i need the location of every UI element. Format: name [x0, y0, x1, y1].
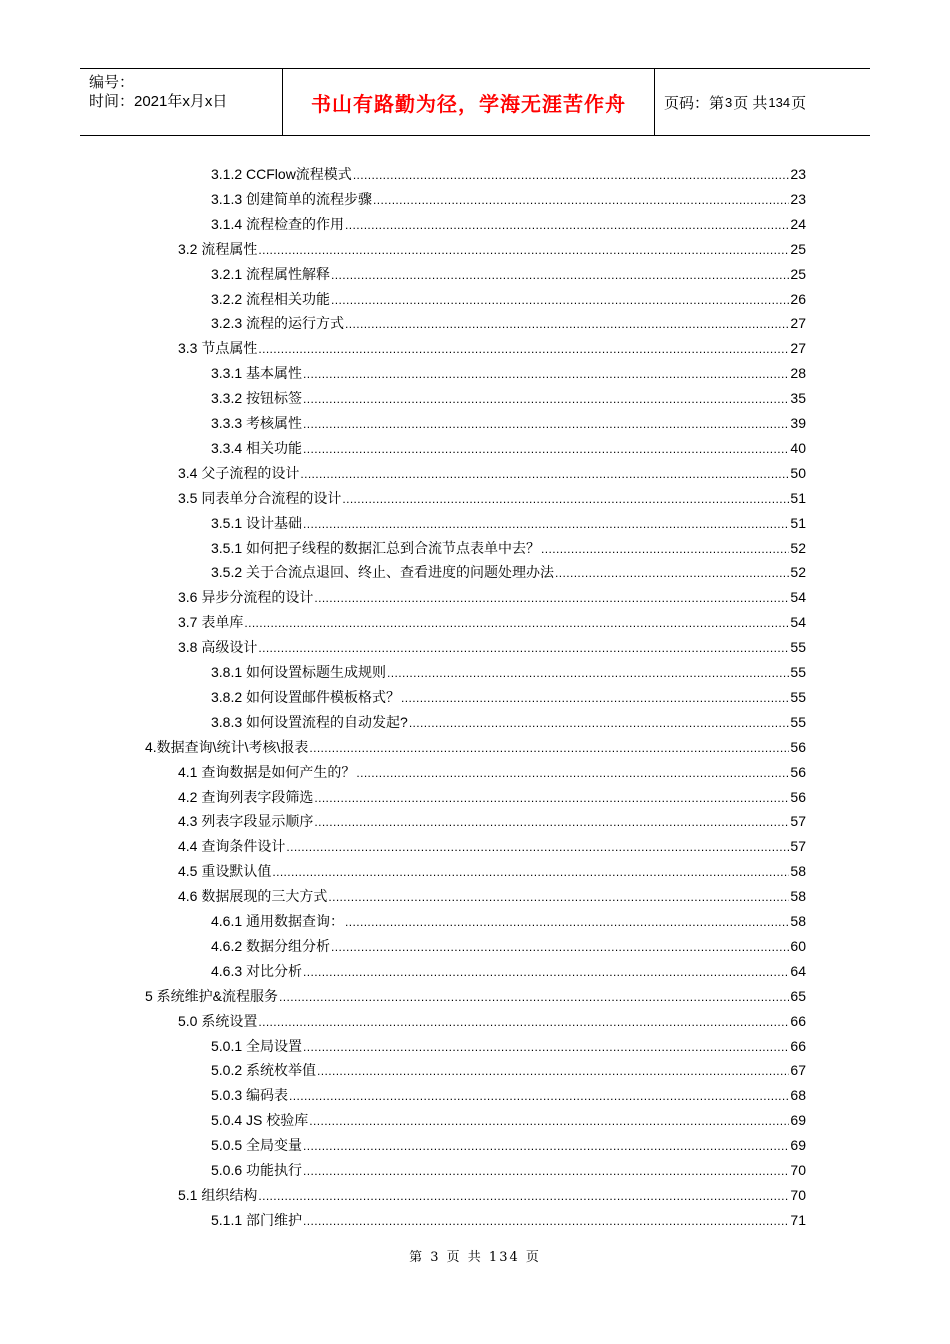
toc-entry[interactable] — [211, 208, 806, 233]
toc-entry-title: 4.数据查询\统计\考核\报表 — [145, 738, 309, 755]
toc-entry-title: 5.1 组织结构 — [178, 1186, 258, 1203]
toc-dot-leader — [555, 563, 789, 581]
toc-entry[interactable] — [211, 283, 806, 308]
toc-entry-title: 5.0.2 系统枚举值 — [211, 1062, 317, 1079]
header-motto: 书山有路勤为径，学海无涯苦作舟 — [311, 91, 626, 116]
toc-entry-page: 25 — [790, 240, 806, 257]
toc-entry[interactable] — [178, 756, 806, 781]
toc-entry-title: 3.8.2 如何设置邮件模板格式？ — [211, 688, 401, 705]
toc-dot-leader — [303, 364, 789, 382]
toc-entry-page: 50 — [790, 464, 806, 481]
toc-entry-title: 3.1.3 创建简单的流程步骤 — [211, 190, 373, 207]
toc-entry[interactable] — [211, 382, 806, 407]
toc-entry[interactable] — [178, 332, 806, 357]
toc-entry[interactable] — [178, 805, 806, 830]
toc-dot-leader — [373, 190, 789, 208]
toc-entry[interactable] — [211, 407, 806, 432]
toc-entry[interactable] — [178, 581, 806, 606]
toc-entry-title: 4.3 列表字段显示顺序 — [178, 813, 314, 830]
toc-dot-leader — [317, 1061, 789, 1079]
toc-entry-title: 3.3.1 基本属性 — [211, 365, 303, 382]
toc-dot-leader — [258, 240, 789, 258]
toc-entry-page: 40 — [790, 439, 806, 456]
toc-dot-leader — [303, 389, 789, 407]
toc-entry[interactable] — [211, 258, 806, 283]
toc-entry-page: 65 — [790, 987, 806, 1004]
toc-dot-leader — [314, 588, 789, 606]
document-number-label: 编号： — [89, 74, 135, 91]
toc-entry[interactable] — [211, 507, 806, 532]
toc-entry-page: 70 — [790, 1162, 806, 1178]
toc-entry[interactable] — [211, 357, 806, 382]
toc-entry-title: 4.1 查询数据是如何产生的？ — [178, 763, 356, 780]
toc-entry-title: 4.6.2 数据分组分析 — [211, 937, 331, 954]
toc-dot-leader — [345, 314, 789, 332]
toc-entry-title: 3.7 表单库 — [178, 614, 244, 631]
toc-entry[interactable] — [211, 532, 806, 557]
toc-entry-title: 3.5.2 关于合流点退回、终止、查看进度的问题处理办法 — [211, 564, 555, 581]
toc-entry[interactable] — [211, 158, 806, 183]
toc-dot-leader — [289, 1086, 789, 1104]
toc-entry-title: 5.0.3 编码表 — [211, 1087, 289, 1104]
toc-dot-leader — [303, 1211, 789, 1229]
toc-entry[interactable] — [178, 1179, 806, 1204]
toc-entry-title: 5 系统维护&流程服务 — [145, 987, 279, 1004]
toc-entry[interactable] — [178, 606, 806, 631]
toc-entry-page: 27 — [790, 340, 806, 357]
header-motto-cell — [283, 69, 655, 135]
toc-entry-page: 56 — [790, 738, 806, 755]
toc-dot-leader — [342, 489, 789, 507]
toc-entry-page: 23 — [790, 190, 806, 207]
toc-entry-page: 55 — [790, 713, 806, 730]
toc-entry-page: 55 — [790, 639, 806, 656]
toc-dot-leader — [303, 962, 789, 980]
toc-dot-leader — [409, 713, 790, 731]
toc-dot-leader — [331, 937, 789, 955]
toc-entry-page: 51 — [790, 489, 806, 506]
toc-entry[interactable] — [211, 183, 806, 208]
toc-entry-page: 69 — [790, 1137, 806, 1154]
toc-entry-title: 3.3.4 相关功能 — [211, 439, 303, 456]
toc-entry[interactable] — [145, 980, 806, 1005]
toc-dot-leader — [314, 788, 789, 806]
toc-entry-page: 51 — [790, 514, 806, 531]
toc-entry-page: 55 — [790, 688, 806, 705]
toc-dot-leader — [331, 265, 789, 283]
toc-entry[interactable] — [178, 631, 806, 656]
page-footer: 第 3 页 共 134 页 — [409, 1250, 541, 1265]
toc-entry[interactable] — [211, 681, 806, 706]
toc-entry-page: 58 — [790, 913, 806, 929]
toc-dot-leader — [303, 414, 789, 432]
toc-entry-title: 3.4 父子流程的设计 — [178, 464, 300, 481]
toc-entry-title: 4.2 查询列表字段筛选 — [178, 788, 314, 805]
toc-dot-leader — [345, 215, 789, 233]
toc-dot-leader — [309, 1111, 789, 1129]
page-mid: 页 共 — [733, 94, 768, 112]
toc-dot-leader — [303, 1037, 789, 1055]
toc-entry[interactable] — [211, 432, 806, 457]
toc-dot-leader — [303, 1136, 789, 1154]
toc-dot-leader — [353, 165, 790, 183]
toc-entry[interactable] — [211, 1154, 806, 1179]
toc-dot-leader — [258, 1186, 789, 1204]
toc-dot-leader — [387, 663, 789, 681]
toc-entry[interactable] — [211, 1079, 806, 1104]
toc-entry[interactable] — [178, 457, 806, 482]
toc-dot-leader — [244, 613, 789, 631]
header-meta — [80, 69, 283, 135]
toc-entry-title: 5.0.6 功能执行 — [211, 1162, 303, 1178]
toc-entry[interactable] — [211, 1054, 806, 1079]
toc-entry[interactable] — [178, 855, 806, 880]
toc-entry-page: 25 — [790, 265, 806, 282]
toc-entry-title: 5.0.4 JS 校验库 — [211, 1112, 309, 1129]
toc-entry-title: 4.6.3 对比分析 — [211, 962, 303, 979]
toc-dot-leader — [286, 837, 789, 855]
toc-entry-page: 52 — [790, 564, 806, 581]
toc-entry[interactable] — [211, 930, 806, 955]
toc-entry-title: 4.6 数据展现的三大方式 — [178, 888, 328, 905]
toc-dot-leader — [309, 738, 789, 756]
toc-dot-leader — [303, 439, 789, 457]
toc-dot-leader — [303, 1161, 789, 1179]
toc-entry[interactable] — [211, 706, 806, 731]
toc-entry-page: 23 — [790, 166, 806, 182]
toc-entry-title: 3.2.1 流程属性解释 — [211, 265, 331, 282]
toc-entry-page: 67 — [790, 1062, 806, 1079]
toc-entry[interactable] — [211, 556, 806, 581]
toc-entry-page: 66 — [790, 1012, 806, 1029]
toc-entry[interactable] — [211, 656, 806, 681]
page-header — [80, 68, 870, 136]
toc-dot-leader — [279, 987, 789, 1005]
toc-entry-title: 3.3.3 考核属性 — [211, 415, 303, 431]
toc-entry-title: 3.5 同表单分合流程的设计 — [178, 489, 342, 506]
toc-entry[interactable] — [211, 1129, 806, 1154]
toc-entry-page: 58 — [790, 863, 806, 880]
toc-entry[interactable] — [178, 880, 806, 905]
toc-entry-page: 71 — [790, 1211, 806, 1228]
toc-entry[interactable] — [211, 1030, 806, 1055]
toc-entry-title: 3.8.3 如何设置流程的自动发起? — [211, 713, 408, 730]
toc-entry[interactable] — [211, 905, 806, 930]
page-total: 134 — [768, 94, 791, 110]
toc-entry-title: 5.1.1 部门维护 — [211, 1211, 303, 1228]
toc-entry-title: 4.5 重设默认值 — [178, 863, 272, 880]
toc-entry-page: 64 — [790, 962, 806, 979]
toc-dot-leader — [345, 912, 789, 930]
toc-dot-leader — [272, 862, 789, 880]
toc-entry[interactable] — [178, 830, 806, 855]
toc-dot-leader — [541, 539, 789, 557]
toc-entry[interactable] — [211, 307, 806, 332]
toc-entry-title: 3.1.4 流程检查的作用 — [211, 215, 345, 232]
toc-entry[interactable] — [178, 781, 806, 806]
toc-dot-leader — [303, 514, 789, 532]
toc-entry-page: 26 — [790, 290, 806, 307]
toc-entry-page: 60 — [790, 937, 806, 954]
toc-dot-leader — [314, 812, 789, 830]
toc-entry-title: 3.1.2 CCFlow流程模式 — [211, 166, 352, 182]
toc-dot-leader — [331, 290, 789, 308]
toc-entry[interactable] — [178, 233, 806, 258]
toc-entry-title: 5.0.5 全局变量 — [211, 1137, 303, 1154]
toc-dot-leader — [328, 887, 789, 905]
toc-entry[interactable] — [145, 731, 806, 756]
toc-dot-leader — [401, 688, 789, 706]
toc-entry-title: 3.2.3 流程的运行方式 — [211, 315, 345, 332]
toc-entry-page: 54 — [790, 589, 806, 606]
toc-dot-leader — [258, 638, 789, 656]
toc-entry-title: 4.6.1 通用数据查询： — [211, 913, 345, 929]
page-prefix: 页码：第 — [664, 94, 725, 112]
toc-entry[interactable] — [211, 1104, 806, 1129]
toc-entry-page: 58 — [790, 888, 806, 905]
toc-entry-title: 3.2.2 流程相关功能 — [211, 290, 331, 307]
toc-entry-page: 39 — [790, 415, 806, 431]
toc-entry-title: 3.3 节点属性 — [178, 340, 258, 357]
toc-entry-page: 56 — [790, 763, 806, 780]
toc-entry-page: 35 — [790, 390, 806, 407]
page-current: 3 — [725, 94, 733, 110]
toc-entry-title: 5.0.1 全局设置 — [211, 1037, 303, 1054]
toc-entry-title: 3.3.2 按钮标签 — [211, 390, 303, 407]
toc-entry-title: 4.4 查询条件设计 — [178, 838, 286, 855]
toc-dot-leader — [300, 464, 789, 482]
toc-entry-page: 66 — [790, 1037, 806, 1054]
toc-dot-leader — [258, 339, 789, 357]
toc-entry-page: 57 — [790, 838, 806, 855]
toc-entry-title: 3.5.1 设计基础 — [211, 514, 303, 531]
toc-entry-page: 56 — [790, 788, 806, 805]
toc-entry[interactable] — [178, 482, 806, 507]
toc-entry-page: 55 — [790, 664, 806, 680]
toc-entry-title: 3.8 高级设计 — [178, 639, 258, 656]
toc-entry[interactable] — [178, 1005, 806, 1030]
toc-entry[interactable] — [211, 955, 806, 980]
toc-dot-leader — [356, 763, 789, 781]
document-time: 时间：2021年x月x日 — [89, 93, 228, 110]
header-page-number — [655, 69, 870, 135]
toc-entry-title: 3.5.1 如何把子线程的数据汇总到合流节点表单中去？ — [211, 539, 541, 556]
page-suffix: 页 — [791, 94, 807, 112]
toc-entry-page: 54 — [790, 614, 806, 631]
toc-entry-title: 3.2 流程属性 — [178, 240, 258, 257]
toc-entry-page: 57 — [790, 813, 806, 830]
toc-entry-page: 24 — [790, 215, 806, 232]
toc-entry-page: 69 — [790, 1112, 806, 1129]
toc-entry[interactable] — [211, 1204, 806, 1229]
toc-entry-title: 5.0 系统设置 — [178, 1012, 258, 1029]
toc-entry-title: 3.8.1 如何设置标题生成规则 — [211, 664, 387, 680]
toc-entry-page: 27 — [790, 315, 806, 332]
toc-dot-leader — [258, 1012, 789, 1030]
toc-entry-page: 52 — [790, 539, 806, 556]
toc-entry-page: 70 — [790, 1186, 806, 1203]
toc-entry-page: 28 — [790, 365, 806, 382]
toc-entry-page: 68 — [790, 1087, 806, 1104]
toc-entry-title: 3.6 异步分流程的设计 — [178, 589, 314, 606]
